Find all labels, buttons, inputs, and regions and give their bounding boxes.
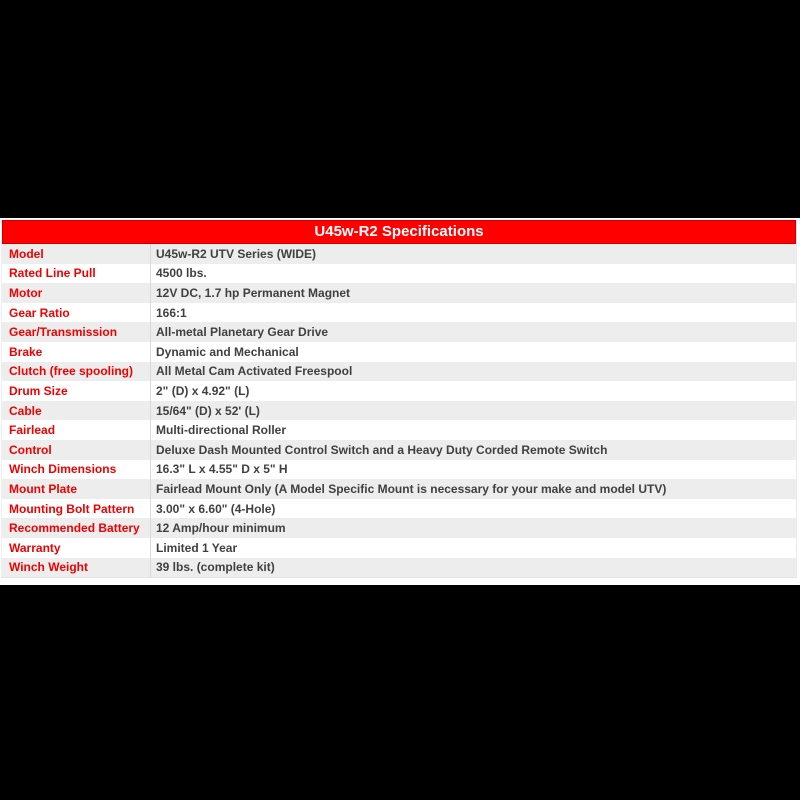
spec-row-recommended-battery bbox=[2, 518, 796, 538]
spec-row-brake bbox=[2, 342, 796, 362]
specifications-table bbox=[1, 220, 797, 578]
spec-row-gear-ratio bbox=[2, 303, 796, 323]
spec-value: 2" (D) x 4.92" (L) bbox=[156, 383, 250, 398]
spec-label: Gear Ratio bbox=[2, 303, 151, 323]
table-title: U45w-R2 Specifications bbox=[2, 220, 796, 244]
spec-row-mount-plate bbox=[2, 479, 796, 499]
spec-label: Rated Line Pull bbox=[2, 264, 151, 284]
spec-label: Gear/Transmission bbox=[2, 322, 151, 342]
spec-value: 15/64" (D) x 52' (L) bbox=[156, 403, 260, 418]
spec-value: All Metal Cam Activated Freespool bbox=[156, 364, 353, 379]
spec-row-winch-weight bbox=[2, 558, 796, 578]
spec-label: Winch Weight bbox=[2, 558, 151, 578]
spec-label: Clutch (free spooling) bbox=[2, 362, 151, 382]
spec-value: 166:1 bbox=[156, 305, 187, 320]
spec-row-winch-dimensions bbox=[2, 460, 796, 480]
spec-value: 4500 lbs. bbox=[156, 266, 207, 281]
spec-row-rated-line-pull bbox=[2, 264, 796, 284]
spec-label: Drum Size bbox=[2, 381, 151, 401]
spec-row-motor bbox=[2, 283, 796, 303]
spec-value: Deluxe Dash Mounted Control Switch and a Heavy Duty Corded Remote Switch bbox=[156, 442, 608, 457]
spec-label: Motor bbox=[2, 283, 151, 303]
spec-value: U45w-R2 UTV Series (WIDE) bbox=[156, 246, 317, 261]
spec-row-control bbox=[2, 440, 796, 460]
spec-row-gear-transmission bbox=[2, 322, 796, 342]
bottom-black-band bbox=[0, 585, 800, 800]
spec-value: 12V DC, 1.7 hp Permanent Magnet bbox=[156, 285, 351, 300]
spec-row-mounting-bolt-pattern bbox=[2, 499, 796, 519]
spec-label: Recommended Battery bbox=[2, 518, 151, 538]
spec-label: Brake bbox=[2, 342, 151, 362]
spec-value: 39 lbs. (complete kit) bbox=[156, 560, 275, 575]
spec-label: Winch Dimensions bbox=[2, 460, 151, 480]
spec-label: Control bbox=[2, 440, 151, 460]
spec-row-drum-size bbox=[2, 381, 796, 401]
spec-value: Fairlead Mount Only (A Model Specific Mount is necessary for your make and model UTV) bbox=[156, 481, 667, 496]
spec-row-warranty bbox=[2, 538, 796, 558]
spec-row-fairlead bbox=[2, 420, 796, 440]
spec-value: Limited 1 Year bbox=[156, 540, 238, 555]
spec-label: Cable bbox=[2, 401, 151, 421]
spec-value: 3.00" x 6.60" (4-Hole) bbox=[156, 501, 276, 516]
specifications-section bbox=[0, 218, 800, 585]
spec-value: All-metal Planetary Gear Drive bbox=[156, 325, 329, 340]
spec-row-model bbox=[2, 244, 796, 264]
spec-label: Model bbox=[2, 244, 151, 264]
spec-label: Warranty bbox=[2, 538, 151, 558]
spec-row-clutch bbox=[2, 362, 796, 382]
spec-label: Mount Plate bbox=[2, 479, 151, 499]
spec-value: Dynamic and Mechanical bbox=[156, 344, 299, 359]
spec-value: 12 Amp/hour minimum bbox=[156, 521, 286, 536]
top-black-band bbox=[0, 0, 800, 218]
spec-value: 16.3" L x 4.55" D x 5" H bbox=[156, 462, 288, 477]
spec-value: Multi-directional Roller bbox=[156, 423, 287, 438]
spec-row-cable bbox=[2, 401, 796, 421]
spec-label: Mounting Bolt Pattern bbox=[2, 499, 151, 519]
spec-label: Fairlead bbox=[2, 420, 151, 440]
